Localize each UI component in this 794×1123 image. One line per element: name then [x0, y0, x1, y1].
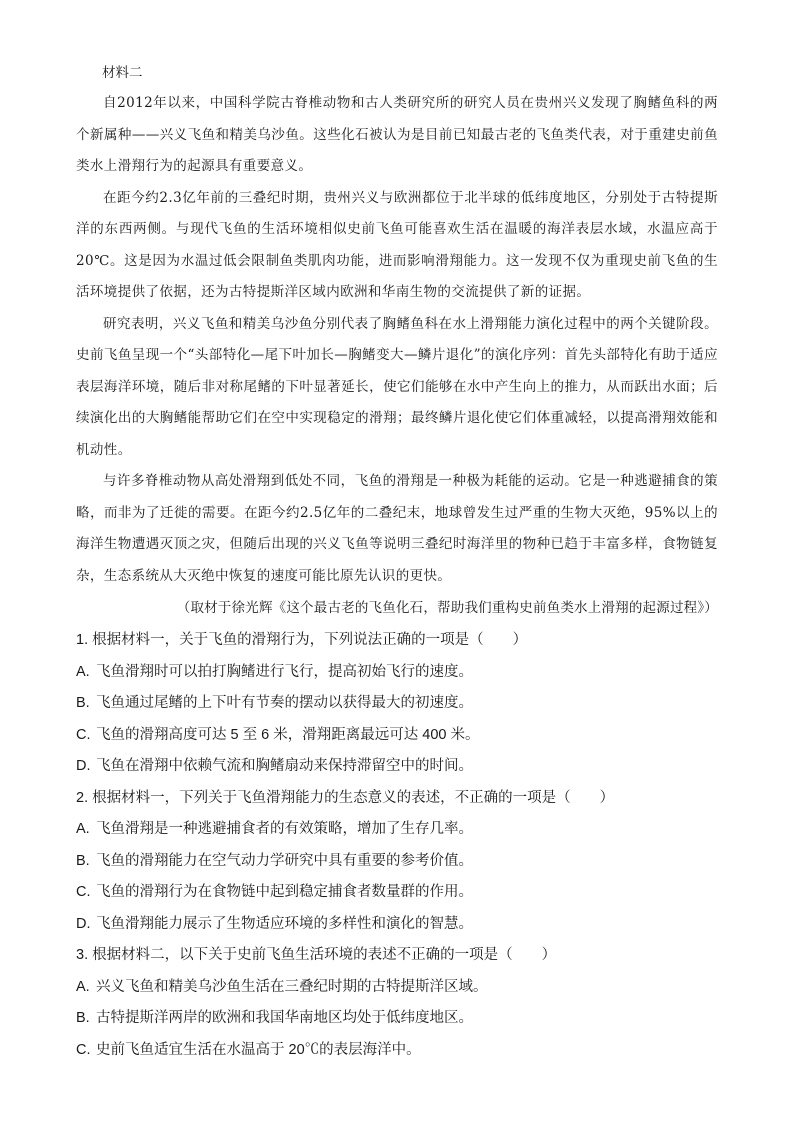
- option-letter: B.: [76, 852, 90, 869]
- option-letter: A.: [76, 821, 90, 837]
- question-stem: 1. 根据材料一，关于飞鱼的滑翔行为，下列说法正确的一项是（ ）: [76, 632, 528, 648]
- option-text: 飞鱼滑翔能力展示了生物适应环境的多样性和演化的智慧。: [96, 915, 473, 932]
- option-letter: D.: [76, 758, 91, 774]
- option-a[interactable]: [76, 814, 718, 846]
- paragraph: 与许多脊椎动物从高处滑翔到低处不同，飞鱼的滑翔是一种极为耗能的运动。它是一种逃避捕食的策略，而非为了迁徙的需要。在距今约2.5亿年的二叠纪末，地球曾发生过严重的生物大灭绝，95%以上的海洋生物遭遇灭顶之灾，但随后出现的兴义飞鱼等说明三叠纪时海洋里的物种已趋于丰富多样，食物链复杂，生态系统从大灭绝中恢复的速度可能比原先认识的更快。: [76, 473, 718, 584]
- option-letter: A.: [76, 978, 90, 995]
- option-letter: D.: [76, 915, 91, 932]
- option-letter: C.: [76, 726, 91, 743]
- option-text: 飞鱼的滑翔能力在空气动力学研究中具有重要的参考价值。: [96, 852, 473, 869]
- option-text: 古特提斯洋两岸的欧洲和我国华南地区均处于低纬度地区。: [96, 1010, 473, 1026]
- question-stem: 3. 根据材料二，以下关于史前飞鱼生活环境的表述不正确的一项是（ ）: [76, 947, 557, 963]
- option-text: 飞鱼的滑翔高度可达 5 至 6 米，滑翔距离最远可达 400 米。: [96, 726, 480, 743]
- option-letter: B.: [76, 695, 90, 711]
- option-c[interactable]: [76, 877, 718, 909]
- option-c[interactable]: [76, 1035, 718, 1067]
- option-letter: C.: [76, 884, 91, 900]
- option-d[interactable]: [76, 751, 718, 783]
- option-d[interactable]: [76, 909, 718, 941]
- material-title: 材料二: [102, 65, 143, 81]
- option-b[interactable]: [76, 846, 718, 878]
- option-a[interactable]: [76, 972, 718, 1004]
- option-text: 飞鱼滑翔是一种逃避捕食者的有效策略，增加了生存几率。: [96, 821, 473, 837]
- option-a[interactable]: [76, 657, 718, 689]
- option-c[interactable]: [76, 720, 718, 752]
- question-stem: 2. 根据材料一，下列关于飞鱼滑翔能力的生态意义的表述，不正确的一项是（ ）: [76, 789, 615, 806]
- option-text: 飞鱼在滑翔中依赖气流和胸鳍扇动来保持滞留空中的时间。: [96, 758, 473, 774]
- option-text: 兴义飞鱼和精美乌沙鱼生活在三叠纪时期的古特提斯洋区域。: [96, 978, 488, 995]
- option-b[interactable]: [76, 1003, 718, 1035]
- option-text: 史前飞鱼适宜生活在水温高于 20℃的表层海洋中。: [96, 1041, 421, 1058]
- option-letter: C.: [76, 1041, 91, 1058]
- source-citation: （取材于徐光辉《这个最古老的飞鱼化石，帮助我们重构史前鱼类水上滑翔的起源过程》）: [176, 600, 718, 616]
- question-block: [76, 940, 718, 1066]
- option-text: 飞鱼的滑翔行为在食物链中起到稳定捕食者数量群的作用。: [96, 884, 473, 900]
- document-page: [76, 60, 718, 1066]
- option-text: 飞鱼通过尾鳍的上下叶有节奏的摆动以获得最大的初速度。: [96, 695, 473, 711]
- option-letter: B.: [76, 1010, 90, 1026]
- question-block: [76, 625, 718, 783]
- option-b[interactable]: [76, 688, 718, 720]
- option-letter: A.: [76, 663, 90, 680]
- paragraph: 在距今约2.3亿年前的三叠纪时期，贵州兴义与欧洲都位于北半球的低纬度地区，分别处于古特提斯洋的东西两侧。与现代飞鱼的生活环境相似史前飞鱼可能喜欢生活在温暖的海洋表层水域，水温应高于20℃。这是因为水温过低会限制鱼类肌肉功能，进而影响滑翔能力。这一发现不仅为重现史前飞鱼的生活环境提供了依据，还为古特提斯洋区域内欧洲和华南生物的交流提供了新的证据。: [76, 189, 718, 300]
- paragraph: 自2012年以来，中国科学院古脊椎动物和古人类研究所的研究人员在贵州兴义发现了胸鳍鱼科的两个新属种——兴义飞鱼和精美乌沙鱼。这些化石被认为是目前已知最古老的飞鱼类代表，对于重建史前鱼类水上滑翔行为的起源具有重要意义。: [76, 95, 718, 174]
- option-text: 飞鱼滑翔时可以拍打胸鳍进行飞行，提高初始飞行的速度。: [96, 663, 473, 680]
- paragraph: 研究表明，兴义飞鱼和精美乌沙鱼分别代表了胸鳍鱼科在水上滑翔能力演化过程中的两个关键阶段。史前飞鱼呈现一个“头部特化—尾下叶加长—胸鳍变大—鳞片退化”的演化序列：首先头部特化有助于适应表层海洋环境，随后非对称尾鳍的下叶显著延长，使它们能够在水中产生向上的推力，从而跃出水面；后续演化出的大胸鳍能帮助它们在空中实现稳定的滑翔；最终鳞片退化使它们体重减轻，以提高滑翔效能和机动性。: [76, 315, 718, 458]
- question-block: [76, 783, 718, 941]
